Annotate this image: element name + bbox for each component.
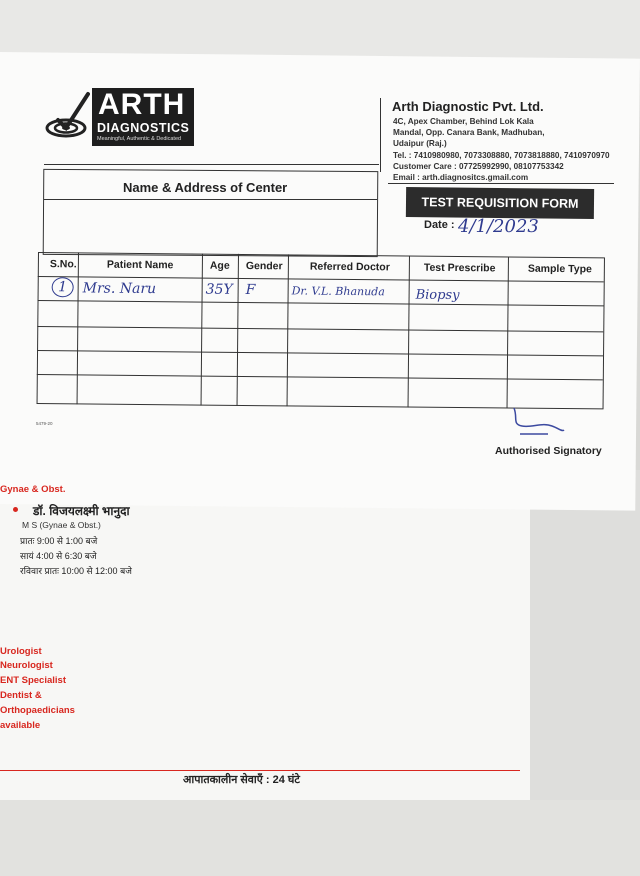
row-sno: 1 [52,277,74,297]
center-title: Name & Address of Center [123,180,288,195]
center-box-rule [44,199,377,200]
timing-line: रविवार प्रातः 10:00 से 12:00 बजे [20,566,132,576]
specialist-item: Urologist [0,646,42,657]
address-line: Udaipur (Raj.) [393,139,447,148]
footer-rule [0,770,520,771]
emergency-services: आपातकालीन सेवाएँ : 24 घंटे [183,774,300,786]
requisition-table [36,252,606,425]
specialist-item: ENT Specialist [0,675,66,686]
timing-line: सायं 4:00 से 6:30 बजे [20,551,97,561]
specialist-item: Orthopaedicians [0,705,75,716]
header-rule-right [388,183,614,184]
authorised-signatory-label: Authorised Signatory [495,445,602,457]
table-rule [37,350,603,356]
customer-care-line: Customer Care : 07725992990, 08107753342 [393,162,564,171]
header-test-prescribe: Test Prescribe [423,261,496,275]
doctor-degree: M S (Gynae & Obst.) [22,520,101,530]
doctor-name: डॉ. विजयलक्ष्मी भानुदा [33,504,130,518]
date-label: Date : [424,219,455,231]
form-code: 5479-20 [36,421,53,426]
logo-tagline: Meaningful, Authentic & Dedicated [97,136,182,142]
company-name: Arth Diagnostic Pvt. Ltd. [392,99,544,114]
row-patient-name: Mrs. Naru [82,280,157,298]
row-gender: F [245,281,256,299]
table-rule [38,300,604,306]
table-col-rule [287,254,289,406]
specialist-item: available [0,720,41,731]
bullet-icon [13,507,18,512]
header-sno: S.No. [49,258,77,271]
table-rule [37,374,603,380]
row-test-prescribe: Biopsy [415,287,460,304]
faded-stamp [128,206,308,246]
specialist-item: Dentist & [0,690,42,701]
table-col-rule [201,254,203,406]
background-sheet-bottom [0,800,640,876]
header-sample-type: Sample Type [527,262,592,276]
header-gender: Gender [245,259,283,273]
table-rule [37,326,603,332]
address-line: 4C, Apex Chamber, Behind Lok Kala [393,117,534,126]
row-referred-doctor: Dr. V.L. Bhanuda [291,284,385,299]
header-referred-doctor: Referred Doctor [309,260,390,274]
table-col-rule [237,254,239,406]
table-col-rule [408,256,410,408]
row-age: 35Y [205,281,233,298]
header-age: Age [209,259,230,272]
phone-line: Tel. : 7410980980, 7073308880, 7073818880, 7410970970 [393,151,610,160]
signature-scrawl [508,404,568,440]
table-col-rule [603,257,605,409]
logo-subtitle: DIAGNOSTICS [97,121,190,135]
specialist-item: Neurologist [0,660,53,671]
date-value: 4/1/2023 [458,216,539,237]
email-line: Email : arth.diagnositcs.gmail.com [393,173,529,182]
logo-title: ARTH [98,88,186,121]
table-col-rule [77,252,79,404]
form-title: TEST REQUISITION FORM [406,187,594,219]
header-divider [380,98,381,172]
table-col-rule [37,252,39,404]
table-col-rule [507,257,509,409]
arth-logo-icon [44,90,90,140]
header-patient-name: Patient Name [106,258,174,272]
timing-line: प्रातः 9:00 से 1:00 बजे [20,536,98,546]
header-rule-left [44,164,379,165]
specialty-heading: Gynae & Obst. [0,484,66,495]
address-line: Mandal, Opp. Canara Bank, Madhuban, [393,128,545,137]
